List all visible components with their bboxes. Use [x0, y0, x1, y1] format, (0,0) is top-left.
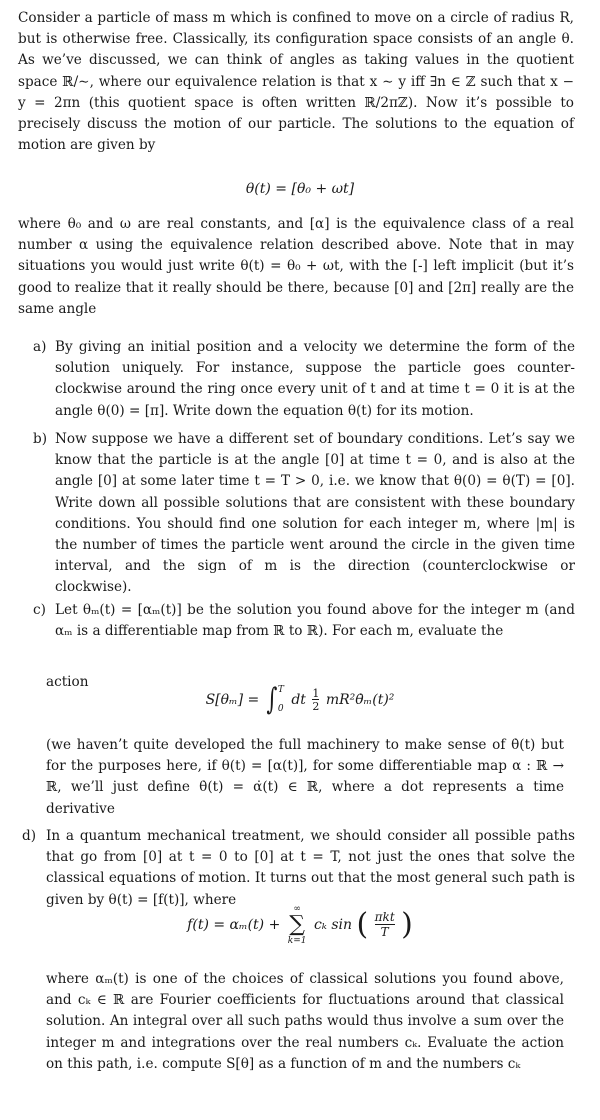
one-half-fraction [312, 688, 319, 712]
action-lhs: S[θₘ] = [205, 692, 260, 708]
part-c-label: c) [33, 602, 46, 618]
integral-sign-icon: ∫ [266, 682, 278, 717]
part-b-label: b) [33, 431, 48, 447]
part-a [33, 337, 575, 422]
part-a-text: By giving an initial position and a velocity we determine the form of the solution uniquely. For instance, suppose the particle goes counter-clockwise around the ring once every unit of t and at time t = 0 it is at the angle θ(0) = [π]. Write down the equation θ(t) for its motion. [55, 339, 575, 419]
part-b [33, 429, 575, 599]
part-d-text: In a quantum mechanical treatment, we should consider all possible paths that go from [0] at t = 0 to [0] at t = T, not just the ones that solve the classical equations of motion. It turns out that the most general such path is given by θ(t) = [f(t)], where [46, 828, 575, 908]
sigma-icon: ∑ [289, 912, 305, 937]
action-rhs: mR²θ̇ₘ(t)² [325, 692, 395, 708]
part-a-label: a) [33, 339, 47, 355]
pikt-fraction [375, 911, 395, 939]
integral-lower: 0 [277, 704, 284, 714]
equivalence-paragraph: where θ₀ and ω are real constants, and [α] is the equivalence class of a real number α using the equivalence relation described above. Note that in may situations you would just write θ(t) = θ₀ + ωt, with the [-] left implicit (but it’s good to realize that it really should be there, because [0] and [2π] really are the same angle [18, 216, 574, 317]
intro-paragraph: Consider a particle of mass m which is confined to move on a circle of radius R, but is otherwise free. Classically, its configuration space consists of an angle θ. As we’ve discussed, we can think of angles as taking values in the quotient space ℝ/∼, where our equivalence relation is that x ∼ y iff ∃n ∈ ℤ such that x − y = 2πn (this quotient space is often written ℝ/2πℤ). Now it’s possible to precisely discuss the motion of our particle. The solutions to the equation of motion are given by [18, 10, 574, 154]
integral-limits [278, 685, 284, 715]
action-word: action [46, 674, 89, 690]
part-c-note: (we haven’t quite developed the full machinery to make sense of θ̇(t) but for the purposes here, if θ(t) = [α(t)], for some differentiable map α : ℝ → ℝ, we’ll just define θ̇(t) = α̇(t) ∈ ℝ, where a dot represents a time derivative [46, 737, 564, 817]
fraction-numerator: 1 [312, 687, 320, 700]
part-d-after: where αₘ(t) is one of the choices of classical solutions you found above, and cₖ ∈ ℝ are Fourier coefficients for fluctuations around that classical solution. An integral over all such paths would thus involve a sum over the integer m and integrations over the real numbers cₖ. Evaluate the action on this path, i.e. compute S[θ] as a function of m and the numbers cₖ [46, 971, 564, 1072]
fourier-term: cₖ sin [313, 917, 353, 933]
fourier-lhs: f(t) = αₘ(t) + [187, 917, 281, 933]
equation-of-motion: θ(t) = [θ₀ + ωt] [245, 181, 355, 197]
sum-lower: k=1 [287, 936, 307, 946]
part-d-label: d) [22, 828, 37, 844]
part-c [33, 600, 575, 642]
right-paren-icon: ) [401, 907, 413, 942]
part-c-text: Let θₘ(t) = [αₘ(t)] be the solution you found above for the integer m (and αₘ is a differentiable map from ℝ to ℝ). For each m, evaluate the [55, 602, 575, 640]
left-paren-icon: ( [356, 907, 369, 942]
pikt-numerator: πkt [374, 910, 395, 924]
part-b-text: Now suppose we have a different set of boundary conditions. Let’s say we know that the particle is at the angle [0] at time t = 0, and is also at the angle [0] at some later time t = T > 0, i.e. we know that θ(0) = θ(T) = [0]. Write down all possible solutions that are consistent with these boundary conditions. You should find one solution for each integer m, where |m| is the number of times the particle went around the circle in the given time interval, and the sign of m is the direction (counterclockwise or clockwise). [55, 431, 575, 596]
pikt-denominator: T [375, 924, 395, 939]
integral-upper: T [277, 685, 284, 695]
action-equation [0, 675, 600, 725]
sum-upper: ∞ [293, 904, 301, 914]
action-dt: dt [291, 692, 306, 708]
fraction-denominator: 2 [312, 700, 320, 713]
summation [288, 904, 307, 946]
fourier-equation [0, 895, 600, 955]
